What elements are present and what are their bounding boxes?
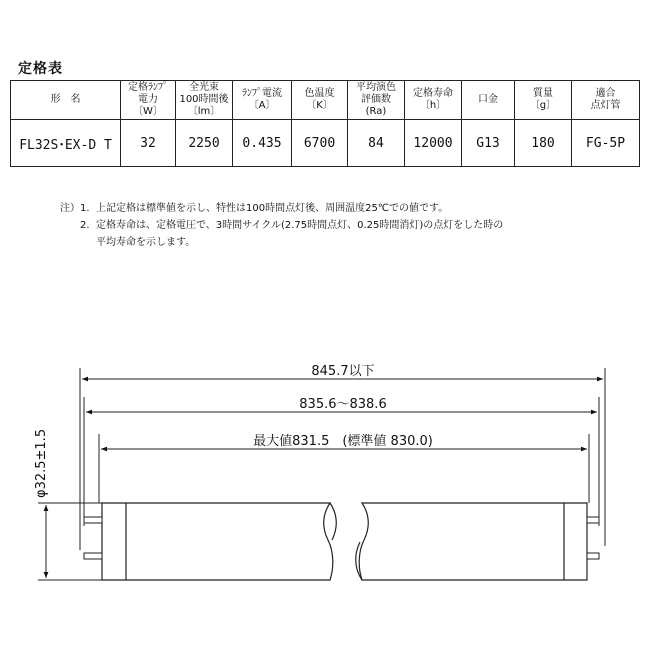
lamp-tube-left [102, 503, 336, 580]
cell-base: G13 [462, 120, 515, 167]
notes [60, 200, 503, 251]
dim-diameter-label: φ32.5±1.5 [34, 428, 49, 498]
header-model: 形 名 [11, 81, 121, 120]
note-mark: 注） [60, 203, 80, 214]
table-row [11, 120, 640, 167]
lamp-tube-right [356, 503, 587, 580]
dim-overall-label: 845.7以下 [311, 364, 375, 379]
cell-lumen: 2250 [176, 120, 233, 167]
header-cri: 平均演色 評価数 (Ra) [348, 81, 405, 120]
lamp-dimension-drawing [0, 340, 651, 651]
header-starter: 適合 点灯管 [572, 81, 640, 120]
cell-model: FL32S･EX-D T [11, 120, 121, 167]
header-current: ﾗﾝﾌﾟ電流 〔A〕 [233, 81, 292, 120]
lamp-pins [84, 517, 599, 559]
header-life: 定格寿命 〔h〕 [405, 81, 462, 120]
dim-body-label: 最大値831.5 (標準値 830.0) [253, 434, 433, 449]
cell-color-temp: 6700 [292, 120, 348, 167]
spec-table [10, 80, 640, 167]
header-base: 口金 [462, 81, 515, 120]
cell-life: 12000 [405, 120, 462, 167]
cell-mass: 180 [515, 120, 572, 167]
header-color-temp: 色温度 〔K〕 [292, 81, 348, 120]
dim-pins-label: 835.6～838.6 [299, 397, 387, 412]
header-mass: 質量 〔g〕 [515, 81, 572, 120]
cell-power: 32 [121, 120, 176, 167]
header-power: 定格ﾗﾝﾌﾟ 電力 〔W〕 [121, 81, 176, 120]
cell-cri: 84 [348, 120, 405, 167]
table-header-row [11, 81, 640, 120]
section-title: 定格表 [18, 61, 63, 77]
header-lumen: 全光束 100時間後 〔lm〕 [176, 81, 233, 120]
note-2: 2. 定格寿命は、定格電圧で、3時間サイクル(2.75時間点灯、0.25時間消灯)の点灯をした時の [80, 220, 504, 231]
note-1: 注）1. 上記定格は標準値を示し、特性は100時間点灯後、周囲温度25℃での値です。 [60, 200, 503, 217]
cell-starter: FG-5P [572, 120, 640, 167]
cell-current: 0.435 [233, 120, 292, 167]
note-2-cont: 平均寿命を示します。 [96, 237, 196, 248]
